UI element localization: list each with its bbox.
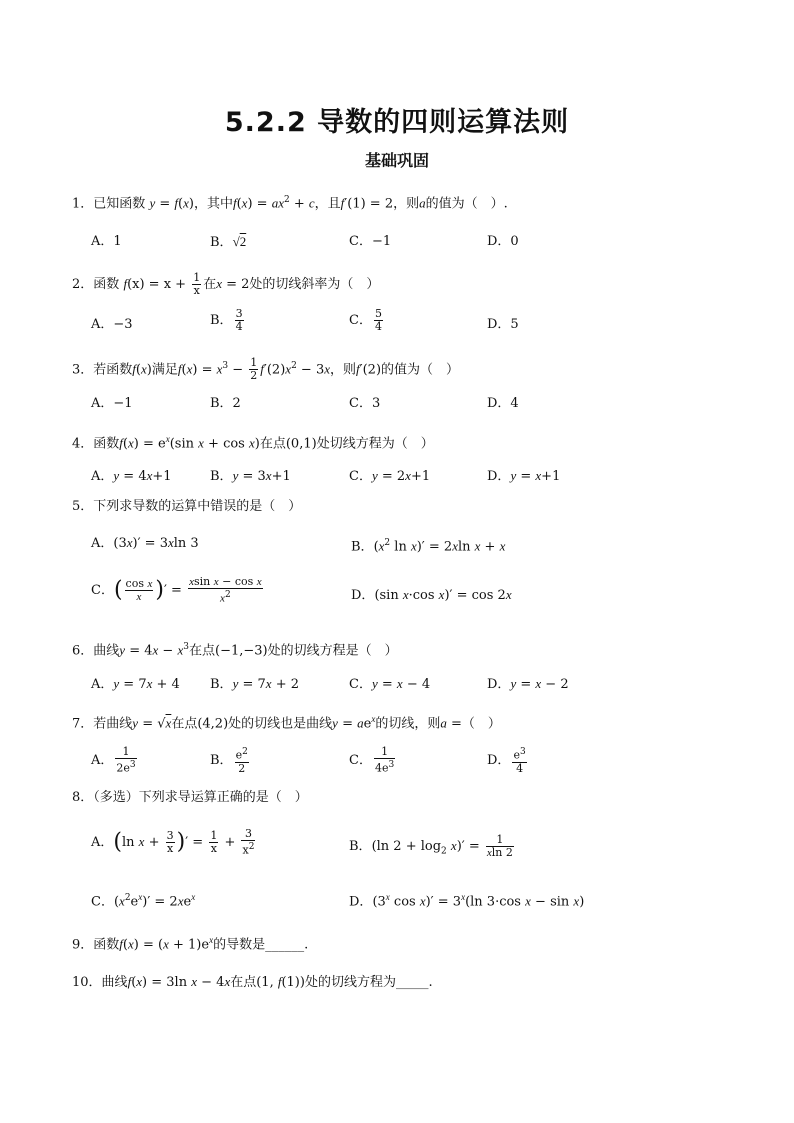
question-4: 4．函数$f(x) = e^x(\sin$ x + cos x)在点(0,1)处切线方程为（ ） (72, 434, 434, 452)
option-b: B． $\frac{e^2}{2}$ (210, 747, 248, 775)
question-text: 函数 (93, 277, 120, 292)
option-label: B． (210, 235, 233, 250)
question-text: 处的切线斜率为（ ） (249, 277, 380, 292)
question-9: 9．函数$f(x) = (x + 1)e^x$的导数是______. (72, 935, 309, 953)
section-subtitle: 基础巩固 (364, 151, 429, 170)
option-b: B．(ln $2 + \log_2 x)'$ = $\frac{1}{xln 2}$ (349, 833, 513, 859)
question-number: 10． (72, 975, 102, 990)
option-label: C． (349, 752, 372, 768)
option-a: A．−1 (91, 396, 133, 411)
question-text: ，则 (393, 196, 420, 212)
option-label: C． (91, 894, 114, 910)
option-b: B．√2 (210, 234, 247, 250)
option-a: A．y = 7x + 4 (91, 676, 180, 692)
option-c: C．( $\frac{\text{cos x}}{x}$ )′ = $\frac{\text{xsin x − cos x}}{x^2}$ (91, 575, 262, 605)
question-text: 函数 (93, 436, 120, 452)
option-b: B．($x^2$ ln x)′ = 2xln x + x (351, 538, 506, 555)
option-label: B． (210, 752, 233, 768)
option-d: D．(3$^x$ $\cos x)' = 3^x(\ln$ 3·cos x − sin x) (349, 892, 585, 910)
option-label: D． (487, 469, 511, 484)
question-text: 满足 (151, 362, 178, 378)
option-label: A． (91, 834, 114, 850)
option-d: D． $\frac{e^3}{4}$ (487, 747, 526, 775)
option-label: A． (91, 469, 114, 484)
option-b: B．y = 3x+1 (210, 468, 291, 484)
question-text: （ ） (461, 716, 501, 732)
question-number: 8． (72, 790, 94, 805)
question-text: （多选）下列求导运算正确的是（ ） (93, 790, 308, 805)
question-text: 函数 (93, 937, 120, 953)
option-c: C．$(x^2e^x)' = 2xe^x$ (91, 892, 196, 910)
question-3: 3．若函数f(x)满足$f(x) = x^3$ − $\frac{1}{2}$ $f'(2)x^2 - 3x$，则f′(2)的值为（ ） (72, 356, 460, 383)
option-label: D． (487, 752, 511, 768)
option-c: C．y = 2x+1 (349, 468, 431, 484)
answer-blank[interactable]: _____. (395, 975, 433, 990)
option-label: D． (349, 894, 373, 910)
option-label: C． (349, 469, 372, 484)
question-text: ，其中 (193, 196, 233, 212)
option-label: C． (349, 677, 372, 692)
question-1: 1．已知函数 y = f(x)，其中$f(x) = ax^2 + c$，且f′(1) = 2，则a的值为（ ）. (72, 195, 508, 212)
page-title: 5.2.2 导数的四则运算法则 (224, 107, 570, 138)
option-label: D． (351, 588, 375, 603)
option-a: A．(3x)′ = 3xln 3 (91, 535, 199, 551)
question-number: 6． (72, 643, 94, 659)
option-c: C．−1 (349, 234, 392, 249)
question-text: 处的切线方程为 (304, 975, 396, 990)
option-label: B． (210, 469, 233, 484)
question-text: 的导数是 (213, 937, 266, 953)
question-text: 处的切线也是曲线 (228, 716, 333, 732)
question-number: 5． (72, 499, 94, 514)
option-label: A． (91, 752, 114, 768)
question-6: 6．曲线$y = 4x - x^3$在点(−1,−3)处的切线方程是（ ） (72, 642, 398, 659)
question-text: 的值为（ ）. (425, 196, 508, 212)
question-7: 7．若曲线y = √x在点(4,2)处的切线也是曲线$y = ae^x$的切线，则a =（ ） (72, 714, 501, 732)
option-label: B． (210, 313, 233, 328)
question-number: 1． (72, 196, 94, 212)
question-number: 3． (72, 362, 94, 378)
question-text: 在点 (259, 436, 286, 452)
option-c: C． $\frac{5}{4}$ (349, 307, 382, 333)
option-label: B． (349, 839, 372, 854)
option-label: C． (349, 313, 372, 328)
option-d: D．y = x+1 (487, 468, 561, 484)
option-b: B．2 (210, 396, 241, 411)
answer-blank[interactable]: ______. (265, 937, 309, 953)
option-label: A． (91, 677, 114, 692)
question-number: 9． (72, 937, 94, 953)
option-label: B． (351, 539, 374, 555)
question-5 (72, 497, 301, 517)
option-b: B．y = 7x + 2 (210, 676, 299, 692)
question-text: 曲线 (93, 643, 120, 659)
option-a: A．−3 (91, 317, 133, 332)
option-c: C．y = x − 4 (349, 676, 431, 692)
question-text: 在点 (171, 716, 198, 732)
question-text: 的值为（ ） (381, 362, 460, 378)
question-8 (72, 788, 308, 808)
question-number: 7． (72, 716, 94, 732)
question-text: 曲线 (101, 975, 128, 990)
option-d: D．4 (487, 396, 519, 411)
option-d: D．0 (487, 234, 519, 249)
option-a: A．1 (91, 234, 122, 249)
option-b: B． $\frac{3}{4}$ (210, 307, 243, 333)
question-number: 4． (72, 436, 94, 452)
question-text: 处的切线方程是（ ） (267, 643, 398, 659)
option-a: A．y = 4x+1 (91, 468, 172, 484)
question-text: 处切线方程为（ ） (316, 436, 434, 452)
option-label: B． (210, 677, 233, 692)
question-text: 的切线，则 (375, 716, 441, 732)
question-text: 若函数 (93, 362, 133, 378)
option-label: A． (91, 536, 114, 551)
option-d: D．5 (487, 317, 519, 332)
question-2: 2．函数 f(x) = x + $\frac{1}{x}$ 在x = 2处的切线斜率为（ ） (72, 271, 380, 297)
question-number: 2． (72, 277, 94, 292)
question-text: 在 (203, 277, 217, 292)
question-text: 若曲线 (93, 716, 133, 732)
option-c: C． $\frac{1}{4e^3}$ (349, 745, 395, 775)
question-text: 在点 (230, 975, 257, 990)
question-10: 10．曲线f(x) = 3ln x − 4x在点(1, f(1))处的切线方程为_____. (72, 974, 433, 990)
option-a: A．(ln x + $\frac{3}{x}$ )′ = $\frac{1}{x}$ + $\frac{3}{x^2}$ (91, 827, 255, 857)
question-text: ，且 (314, 196, 341, 212)
question-text: ，则 (330, 362, 357, 378)
option-a: A． $\frac{1}{2e^3}$ (91, 745, 136, 775)
option-label: C． (91, 582, 114, 598)
option-d: D．(sin x·cos x)′ = cos 2x (351, 587, 512, 603)
question-text: 下列求导数的运算中错误的是（ ） (93, 499, 302, 514)
question-text: 在点 (188, 643, 215, 659)
option-label: D． (487, 677, 511, 692)
option-c: C．3 (349, 396, 381, 411)
option-d: D．y = x − 2 (487, 676, 569, 692)
question-text: 已知函数 (93, 196, 146, 212)
